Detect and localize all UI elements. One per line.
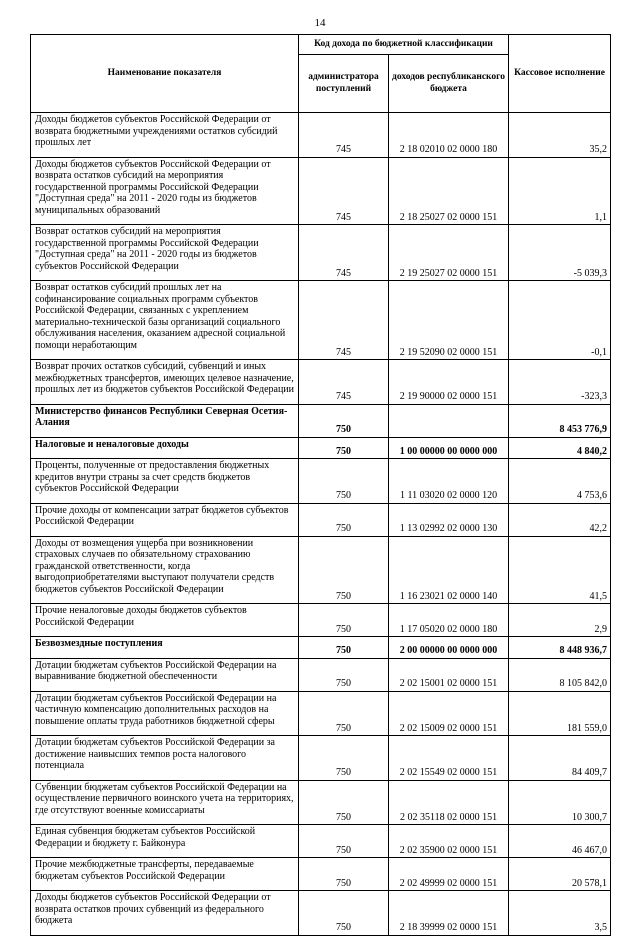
income-code-cell: 2 02 35118 02 0000 151 (389, 780, 509, 825)
admin-code-cell: 750 (299, 536, 389, 604)
indicator-name-cell: Возврат остатков субсидий на мероприятия государственной программы Российской Федерации "Доступная среда" на 2011 - 2020 годы из бюджетов субъектов Российской Федерации (31, 225, 299, 281)
admin-code-cell: 750 (299, 404, 389, 437)
page-number: 14 (314, 17, 326, 29)
indicator-name-cell: Доходы бюджетов субъектов Российской Федерации от возврата остатков прочих субвенций из федерального бюджета (31, 891, 299, 936)
income-code-cell (389, 404, 509, 437)
cash-value-cell: 20 578,1 (509, 858, 611, 891)
income-code-cell: 2 02 15001 02 0000 151 (389, 658, 509, 691)
income-code-cell: 2 02 35900 02 0000 151 (389, 825, 509, 858)
cash-value-cell: 35,2 (509, 113, 611, 158)
cash-value-cell: -323,3 (509, 360, 611, 405)
table-row (31, 658, 611, 691)
indicator-name-cell: Дотации бюджетам субъектов Российской Федерации на частичную компенсацию дополнительных расходов на повышение оплаты труда работников бюджетной сферы (31, 691, 299, 736)
admin-code-cell: 750 (299, 437, 389, 459)
table-row (31, 225, 611, 281)
cash-value-cell: 181 559,0 (509, 691, 611, 736)
table-row (31, 459, 611, 504)
table-row (31, 825, 611, 858)
cash-value-cell: 8 448 936,7 (509, 637, 611, 659)
header-indicator-name: Наименование показателя (31, 35, 299, 113)
income-code-cell: 2 19 25027 02 0000 151 (389, 225, 509, 281)
cash-value-cell: 42,2 (509, 503, 611, 536)
income-code-cell: 2 19 90000 02 0000 151 (389, 360, 509, 405)
header-income-code: доходов республиканского бюджета (389, 55, 509, 113)
table-row (31, 503, 611, 536)
income-code-cell: 1 16 23021 02 0000 140 (389, 536, 509, 604)
cash-value-cell: 10 300,7 (509, 780, 611, 825)
indicator-name-cell: Субвенции бюджетам субъектов Российской Федерации на осуществление первичного воинского учета на территориях, где отсутствуют военные комиссариаты (31, 780, 299, 825)
indicator-name-cell: Дотации бюджетам субъектов Российской Федерации за достижение наивысших темпов роста налогового потенциала (31, 736, 299, 781)
table-row (31, 858, 611, 891)
table-header (31, 35, 611, 113)
income-code-cell: 1 13 02992 02 0000 130 (389, 503, 509, 536)
admin-code-cell: 745 (299, 281, 389, 360)
table-row (31, 437, 611, 459)
table-row (31, 360, 611, 405)
income-code-cell: 2 02 15009 02 0000 151 (389, 691, 509, 736)
table-row (31, 891, 611, 936)
cash-value-cell: 8 105 842,0 (509, 658, 611, 691)
income-code-cell: 2 19 52090 02 0000 151 (389, 281, 509, 360)
admin-code-cell: 750 (299, 891, 389, 936)
income-code-cell: 1 17 05020 02 0000 180 (389, 604, 509, 637)
table-body (31, 113, 611, 936)
indicator-name-cell: Доходы бюджетов субъектов Российской Федерации от возврата остатков субсидий на мероприятия государственной программы Российской Федерации "Доступная среда" на 2011 - 2020 годы из бюджетов муниципальных образований (31, 157, 299, 225)
cash-value-cell: 2,9 (509, 604, 611, 637)
cash-value-cell: 46 467,0 (509, 825, 611, 858)
admin-code-cell: 750 (299, 780, 389, 825)
income-code-cell: 1 00 00000 00 0000 000 (389, 437, 509, 459)
income-code-cell: 1 11 03020 02 0000 120 (389, 459, 509, 504)
admin-code-cell: 750 (299, 691, 389, 736)
table-row (31, 736, 611, 781)
indicator-name-cell: Прочие доходы от компенсации затрат бюджетов субъектов Российской Федерации (31, 503, 299, 536)
income-code-cell: 2 02 15549 02 0000 151 (389, 736, 509, 781)
indicator-name-cell: Проценты, полученные от предоставления бюджетных кредитов внутри страны за счет средств бюджетов субъектов Российской Федерации (31, 459, 299, 504)
indicator-name-cell: Министерство финансов Республики Северная Осетия-Алания (31, 404, 299, 437)
cash-value-cell: 4 840,2 (509, 437, 611, 459)
indicator-name-cell: Прочие межбюджетные трансферты, передаваемые бюджетам субъектов Российской Федерации (31, 858, 299, 891)
income-code-cell: 2 18 25027 02 0000 151 (389, 157, 509, 225)
cash-value-cell: 84 409,7 (509, 736, 611, 781)
table-row (31, 637, 611, 659)
table-row (31, 691, 611, 736)
admin-code-cell: 745 (299, 225, 389, 281)
admin-code-cell: 745 (299, 157, 389, 225)
table-row (31, 780, 611, 825)
table-row (31, 281, 611, 360)
admin-code-cell: 750 (299, 736, 389, 781)
admin-code-cell: 750 (299, 503, 389, 536)
table-row (31, 113, 611, 158)
indicator-name-cell: Налоговые и неналоговые доходы (31, 437, 299, 459)
header-code-group: Код дохода по бюджетной классификации (299, 35, 509, 55)
cash-value-cell: 4 753,6 (509, 459, 611, 504)
indicator-name-cell: Прочие неналоговые доходы бюджетов субъектов Российской Федерации (31, 604, 299, 637)
cash-value-cell: 41,5 (509, 536, 611, 604)
admin-code-cell: 750 (299, 825, 389, 858)
budget-income-table (30, 34, 611, 936)
income-code-cell: 2 18 02010 02 0000 180 (389, 113, 509, 158)
admin-code-cell: 750 (299, 658, 389, 691)
income-code-cell: 2 00 00000 00 0000 000 (389, 637, 509, 659)
table-row (31, 404, 611, 437)
cash-value-cell: -5 039,3 (509, 225, 611, 281)
indicator-name-cell: Безвозмездные поступления (31, 637, 299, 659)
cash-value-cell: -0,1 (509, 281, 611, 360)
cash-value-cell: 3,5 (509, 891, 611, 936)
cash-value-cell: 8 453 776,9 (509, 404, 611, 437)
admin-code-cell: 750 (299, 637, 389, 659)
indicator-name-cell: Единая субвенция бюджетам субъектов Российской Федерации и бюджету г. Байконура (31, 825, 299, 858)
indicator-name-cell: Возврат остатков субсидий прошлых лет на софинансирование социальных программ субъектов Российской Федерации, связанных с укреплением материально-технической базы организаций социального обслуживания населения, оказанием адресной социальной помощи неработающим (31, 281, 299, 360)
income-code-cell: 2 18 39999 02 0000 151 (389, 891, 509, 936)
indicator-name-cell: Доходы бюджетов субъектов Российской Федерации от возврата бюджетными учреждениями остатков субсидий прошлых лет (31, 113, 299, 158)
admin-code-cell: 745 (299, 360, 389, 405)
header-cash-execution: Кассовое исполнение (509, 35, 611, 113)
cash-value-cell: 1,1 (509, 157, 611, 225)
income-code-cell: 2 02 49999 02 0000 151 (389, 858, 509, 891)
indicator-name-cell: Возврат прочих остатков субсидий, субвенций и иных межбюджетных трансфертов, имеющих целевое назначение, прошлых лет из бюджетов субъектов Российской Федерации (31, 360, 299, 405)
admin-code-cell: 750 (299, 858, 389, 891)
header-admin-code: администратора поступлений (299, 55, 389, 113)
table-row (31, 157, 611, 225)
indicator-name-cell: Доходы от возмещения ущерба при возникновении страховых случаев по обязательному страхованию гражданской ответственности, когда выгодоприобретателями выступают получатели средств бюджетов субъектов Российской Федерации (31, 536, 299, 604)
table-row (31, 604, 611, 637)
indicator-name-cell: Дотации бюджетам субъектов Российской Федерации на выравнивание бюджетной обеспеченности (31, 658, 299, 691)
admin-code-cell: 750 (299, 604, 389, 637)
admin-code-cell: 750 (299, 459, 389, 504)
table-row (31, 536, 611, 604)
admin-code-cell: 745 (299, 113, 389, 158)
